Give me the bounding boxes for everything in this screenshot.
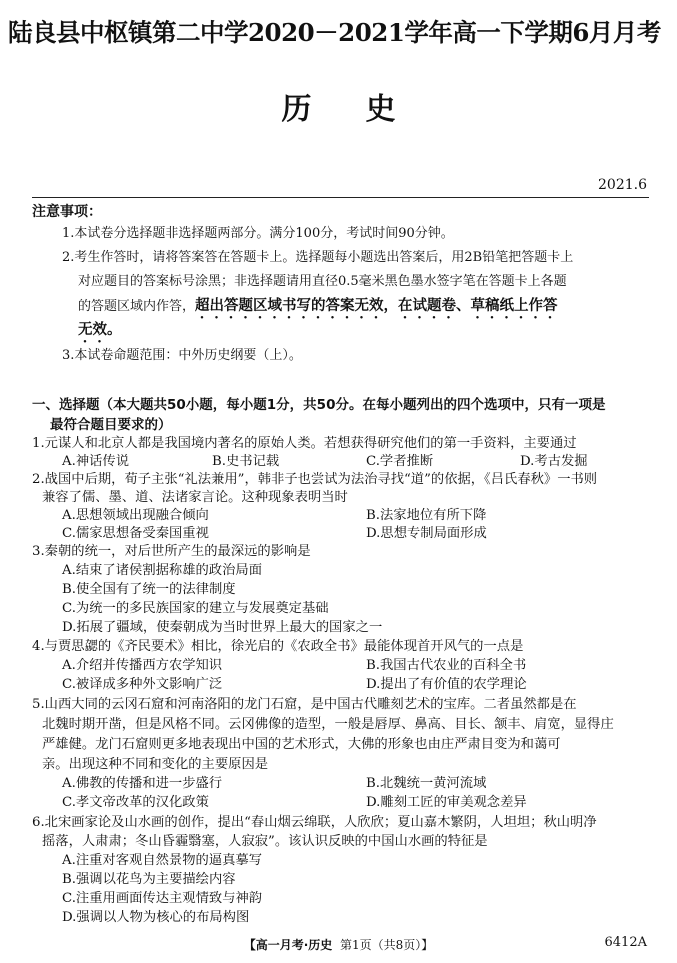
question-2-stem-line-1: 2.战国中后期，荀子主张“礼法兼用”，韩非子也尝试为法治寻找“道”的依据，《吕氏春秋》一书则 (32, 472, 598, 487)
question-5-option-b: B.北魏统一黄河流域 (366, 776, 487, 791)
question-3-stem: 3.秦朝的统一，对后世所产生的最深远的影响是 (32, 544, 311, 559)
question-3-option-c: C.为统一的多民族国家的建立与发展奠定基础 (62, 601, 329, 616)
note-emphasis-end: 无效。 (78, 322, 122, 338)
question-5-option-a: A.佛教的传播和进一步盛行 (62, 776, 223, 791)
question-5-stem-line-4: 亲。出现这种不同和变化的主要原因是 (42, 757, 269, 772)
question-6-option-b: B.强调以花鸟为主要描绘内容 (62, 872, 236, 887)
question-5-option-c: C.孝文帝改革的汉化政策 (62, 795, 209, 810)
header-divider (32, 197, 649, 198)
notes-heading: 注意事项： (32, 204, 102, 220)
question-2-stem-line-2: 兼容了儒、墨、道、法诸家言论。这种现象表明当时 (42, 490, 348, 505)
exam-date: 2021.6 (598, 177, 647, 193)
question-5-stem-line-3: 严雄健。龙门石窟则更多地表现出中国的艺术形式，大佛的形象也由庄严肃目变为和蔼可 (42, 737, 561, 752)
note-item-2-text: 的答题区域内作答， (78, 299, 196, 314)
question-1-stem: 1.元谋人和北京人都是我国境内著名的原始人类。若想获得研究他们的第一手资料，主要通过 (32, 436, 577, 451)
question-5-stem-line-1: 5.山西大同的云冈石窟和河南洛阳的龙门石窟，是中国古代雕刻艺术的宝库。二者虽然都是在 (32, 697, 577, 712)
note-item-1: 1.本试卷分选择题非选择题两部分。满分100分，考试时间90分钟。 (62, 226, 454, 241)
section-heading-line-1: 一、选择题（本大题共50小题，每小题1分，共50分。在每小题列出的四个选项中，只有一项是 (32, 397, 606, 413)
footer-page-number: 第1页（共8页）】 (339, 938, 434, 952)
question-6-stem-line-1: 6.北宋画家论及山水画的创作，提出“春山烟云绵联，人欣欣；夏山嘉木繁阴，人坦坦；秋山明净 (32, 815, 597, 830)
note-emphasis-text: 超出答题区域书写的答案无效，在试题卷、草稿纸上作答 (195, 298, 558, 314)
question-5-stem-line-2: 北魏时期开凿，但是风格不同。云冈佛像的造型，一般是唇厚、鼻高、目长、颔丰、肩宽，显得庄 (42, 717, 614, 732)
question-1-option-b: B.史书记载 (212, 454, 280, 469)
question-3-option-b: B.使全国有了统一的法律制度 (62, 582, 236, 597)
question-2-option-b: B.法家地位有所下降 (366, 508, 487, 523)
question-6-option-c: C.注重用画面传达主观情致与神韵 (62, 891, 263, 906)
question-2-option-c: C.儒家思想备受秦国重视 (62, 526, 209, 541)
question-6-option-a: A.注重对客观自然景物的逼真摹写 (62, 853, 262, 868)
question-4-stem: 4.与贾思勰的《齐民要术》相比，徐光启的《农政全书》最能体现首开风气的一点是 (32, 639, 524, 654)
subject-title: 历史 (281, 92, 450, 127)
exam-code: 6412A (604, 935, 647, 950)
exam-title: 陆良县中枢镇第二中学2020－2021学年高一下学期6月月考 (8, 18, 661, 47)
question-1-option-d: D.考古发掘 (520, 454, 588, 469)
page-footer (0, 936, 677, 953)
question-6-stem-line-2: 摇落，人肃肃；冬山昏霾翳塞，人寂寂”。该认识反映的中国山水画的特征是 (42, 834, 488, 849)
question-3-option-a: A.结束了诸侯割据称雄的政治局面 (62, 563, 262, 578)
note-item-2-line-2: 对应题目的答案标号涂黑；非选择题请用直径0.5毫米黑色墨水签字笔在答题卡上各题 (78, 274, 567, 289)
note-item-3: 3.本试卷命题范围：中外历史纲要（上）。 (62, 348, 302, 363)
note-item-2-line-1: 2.考生作答时，请将答案答在答题卡上。选择题每小题选出答案后，用2B铅笔把答题卡上 (62, 250, 574, 265)
question-1-option-a: A.神话传说 (62, 454, 130, 469)
question-4-option-d: D.提出了有价值的农学理论 (366, 677, 527, 692)
question-6-option-d: D.强调以人物为核心的布局构图 (62, 910, 250, 925)
question-1-option-c: C.学者推断 (366, 454, 434, 469)
note-item-2-line-3 (78, 294, 558, 322)
section-heading (32, 395, 652, 435)
section-heading-line-2: 最符合题目要求的） (50, 417, 172, 433)
footer-label: 【高一月考·历史 (243, 938, 333, 952)
question-2-option-a: A.思想领域出现融合倾向 (62, 508, 209, 523)
question-4-option-a: A.介绍并传播西方农学知识 (62, 658, 223, 673)
question-5-option-d: D.雕刻工匠的审美观念差异 (366, 795, 527, 810)
question-4-option-c: C.被译成多种外文影响广泛 (62, 677, 223, 692)
note-item-2-line-4 (78, 318, 122, 346)
question-2-option-d: D.思想专制局面形成 (366, 526, 487, 541)
question-4-option-b: B.我国古代农业的百科全书 (366, 658, 527, 673)
question-3-option-d: D.拓展了疆域，使秦朝成为当时世界上最大的国家之一 (62, 620, 383, 635)
